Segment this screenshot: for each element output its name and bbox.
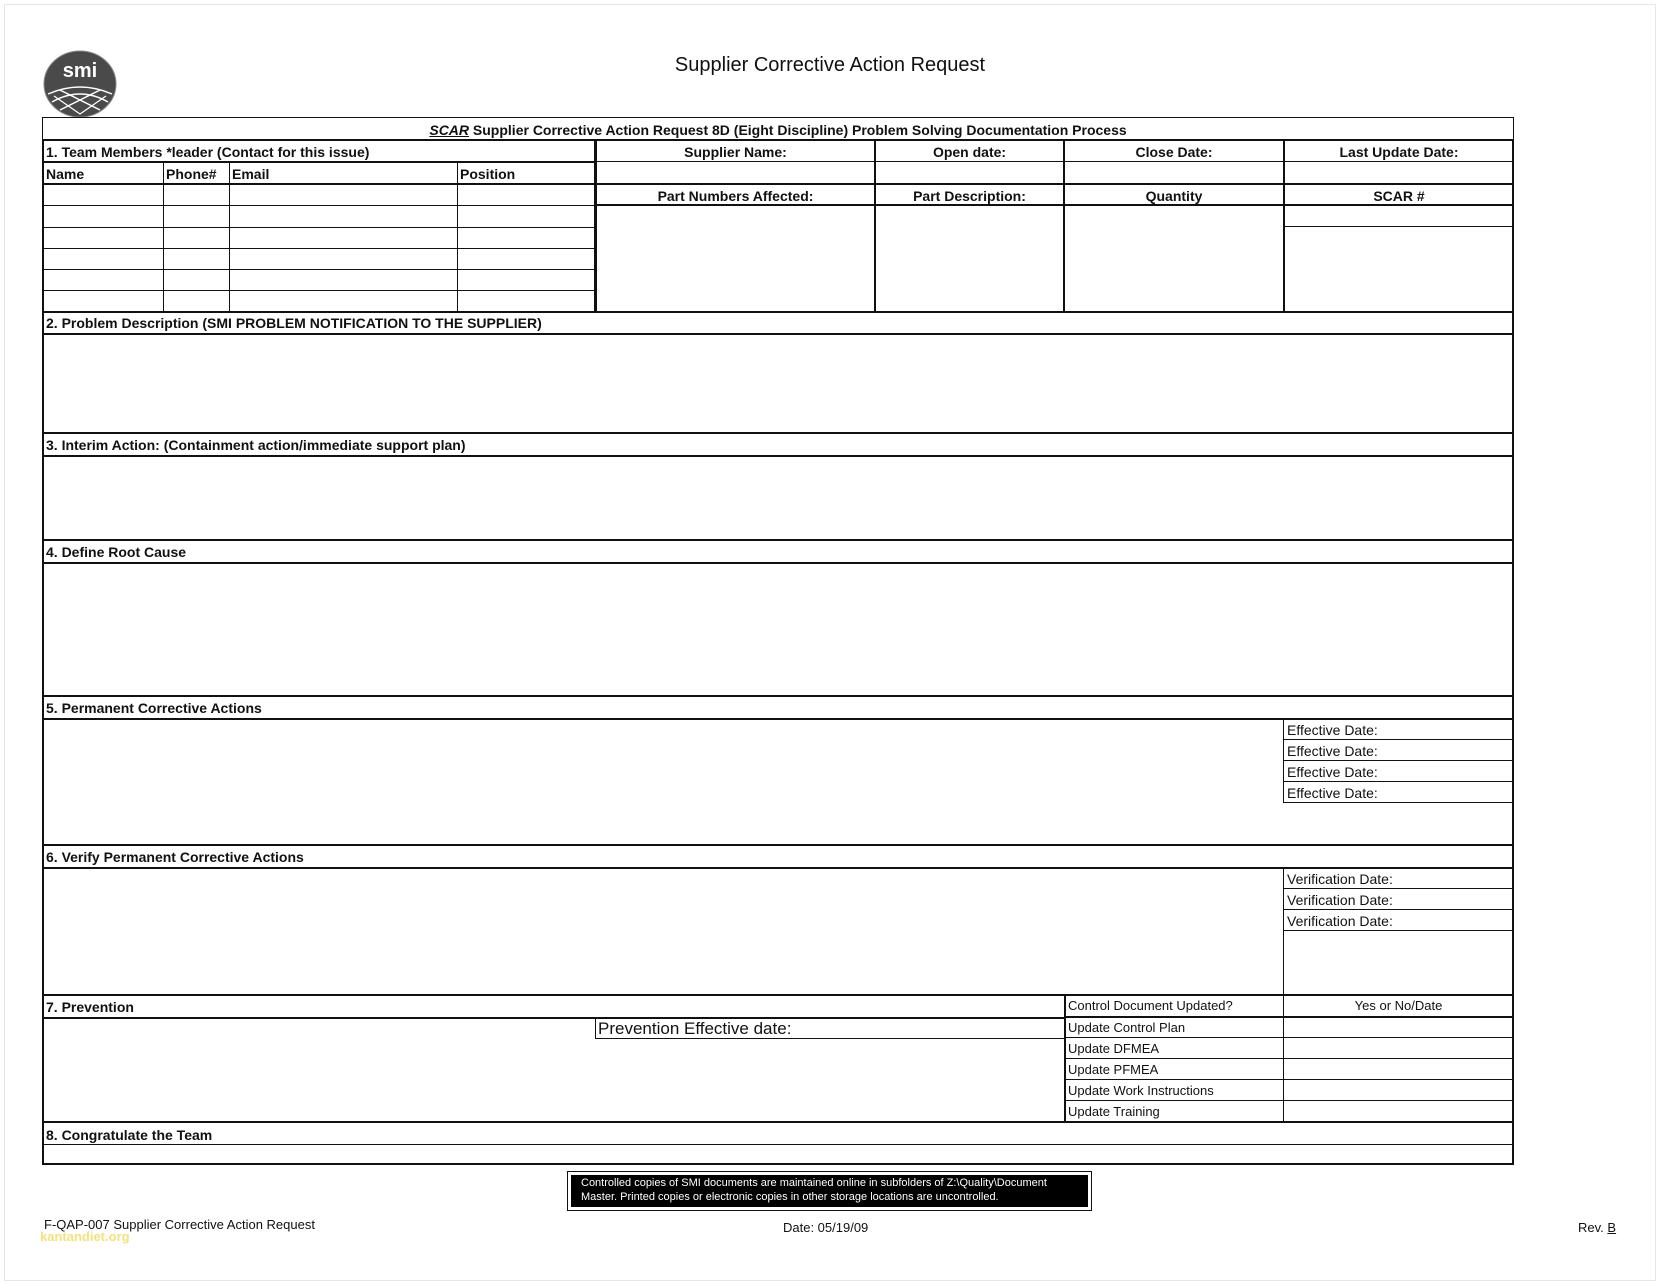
rule <box>229 163 230 311</box>
rule <box>42 117 1514 118</box>
logo-text: smi <box>62 60 98 82</box>
rule <box>1063 140 1065 312</box>
rule <box>43 333 1513 335</box>
control-document-updated: Control Document Updated? <box>1068 998 1233 1013</box>
rule <box>43 1017 1065 1019</box>
rule <box>43 455 1513 457</box>
banner-scar: SCAR <box>429 122 470 138</box>
effective-date-3: Effective Date: <box>1287 764 1378 780</box>
rule <box>874 140 876 312</box>
team-col-position: Position <box>460 166 516 182</box>
notice-inner <box>571 1175 1088 1207</box>
rule <box>43 227 595 228</box>
verification-date-1: Verification Date: <box>1287 871 1393 887</box>
notice-line-1: Controlled copies of SMI documents are maintained online in subfolders of Z:\Quality\Document <box>581 1177 1047 1189</box>
verification-date-3: Verification Date: <box>1287 913 1393 929</box>
rule <box>43 311 1513 313</box>
rule <box>1065 1016 1513 1018</box>
form-date: Date: 05/19/09 <box>783 1220 869 1235</box>
update-dfmea: Update DFMEA <box>1068 1041 1160 1056</box>
rule <box>594 140 597 312</box>
rule <box>43 1144 1513 1145</box>
rule <box>43 248 595 249</box>
section6-heading: 6. Verify Permanent Corrective Actions <box>46 849 304 865</box>
rule <box>1283 781 1513 782</box>
rule <box>43 432 1513 434</box>
close-date-label: Close Date: <box>1135 144 1213 160</box>
rule <box>457 163 458 311</box>
team-col-name: Name <box>46 166 85 182</box>
section4-heading: 4. Define Root Cause <box>46 544 187 560</box>
section7-heading: 7. Prevention <box>46 999 134 1015</box>
rule <box>43 562 1513 564</box>
verification-date-2: Verification Date: <box>1287 892 1393 908</box>
rule <box>595 1019 596 1039</box>
rule <box>1283 802 1513 803</box>
team-col-phone: Phone# <box>166 166 217 182</box>
rule <box>1283 930 1513 931</box>
rule <box>43 718 1513 720</box>
rule <box>1065 1037 1513 1038</box>
rule <box>1285 226 1513 227</box>
effective-date-4: Effective Date: <box>1287 785 1378 801</box>
supplier-name-label: Supplier Name: <box>684 144 787 160</box>
quantity-label: Quantity <box>1145 188 1203 204</box>
scar-number-label: SCAR # <box>1373 188 1425 204</box>
part-numbers-label: Part Numbers Affected: <box>657 188 814 204</box>
rule <box>596 183 1513 185</box>
banner-rest: Supplier Corrective Action Request 8D (Eight Discipline) Problem Solving Documentation Process <box>469 122 1127 138</box>
rule <box>43 994 1513 996</box>
notice-line-2: Master. Printed copies or electronic copies in other storage locations are uncontrolled. <box>581 1191 999 1203</box>
rule <box>43 867 1513 869</box>
rule <box>163 163 164 311</box>
rule <box>43 290 595 291</box>
page-title: Supplier Corrective Action Request <box>674 54 986 76</box>
revision-label: Rev. <box>1578 1220 1608 1235</box>
rule <box>43 183 595 185</box>
update-work-instructions: Update Work Instructions <box>1068 1083 1214 1098</box>
update-control-plan: Update Control Plan <box>1068 1020 1186 1035</box>
rule <box>43 269 595 270</box>
rule <box>1065 1058 1513 1059</box>
update-training: Update Training <box>1068 1104 1160 1119</box>
revision <box>1578 1219 1616 1237</box>
rule <box>43 205 595 206</box>
banner-title <box>43 121 1513 139</box>
open-date-label: Open date: <box>932 144 1007 160</box>
part-description-label: Part Description: <box>913 188 1026 204</box>
rule <box>596 161 1513 162</box>
watermark: kantandiet.org <box>40 1229 130 1244</box>
update-pfmea: Update PFMEA <box>1068 1062 1159 1077</box>
rule <box>43 1121 1513 1123</box>
section3-heading: 3. Interim Action: (Containment action/immediate support plan) <box>46 437 466 453</box>
rule <box>1283 739 1513 740</box>
rule <box>1283 888 1513 889</box>
section1-heading: 1. Team Members *leader (Contact for this issue) <box>46 144 370 160</box>
rule <box>1283 720 1284 802</box>
rule <box>1283 760 1513 761</box>
rule <box>43 695 1513 697</box>
rule <box>1065 1079 1513 1080</box>
rule <box>43 539 1513 541</box>
rule <box>43 161 595 163</box>
globe-logo-icon <box>42 50 118 118</box>
form-id: F-QAP-007 Supplier Corrective Action Request <box>44 1217 315 1232</box>
rule <box>1513 117 1514 141</box>
section8-heading: 8. Congratulate the Team <box>46 1127 213 1143</box>
effective-date-2: Effective Date: <box>1287 743 1378 759</box>
last-update-date-label: Last Update Date: <box>1339 144 1459 160</box>
section5-heading: 5. Permanent Corrective Actions <box>46 700 262 716</box>
revision-value: B <box>1607 1220 1617 1235</box>
effective-date-1: Effective Date: <box>1287 722 1378 738</box>
rule <box>1283 909 1513 910</box>
rule <box>1065 1100 1513 1101</box>
team-col-email: Email <box>232 166 270 182</box>
controlled-copies-notice <box>567 1171 1092 1211</box>
rule <box>43 844 1513 846</box>
yes-no-date: Yes or No/Date <box>1354 998 1443 1013</box>
section2-heading: 2. Problem Description (SMI PROBLEM NOTIFICATION TO THE SUPPLIER) <box>46 315 542 331</box>
smi-logo <box>42 50 118 118</box>
prevention-effective-date: Prevention Effective date: <box>598 1019 792 1038</box>
